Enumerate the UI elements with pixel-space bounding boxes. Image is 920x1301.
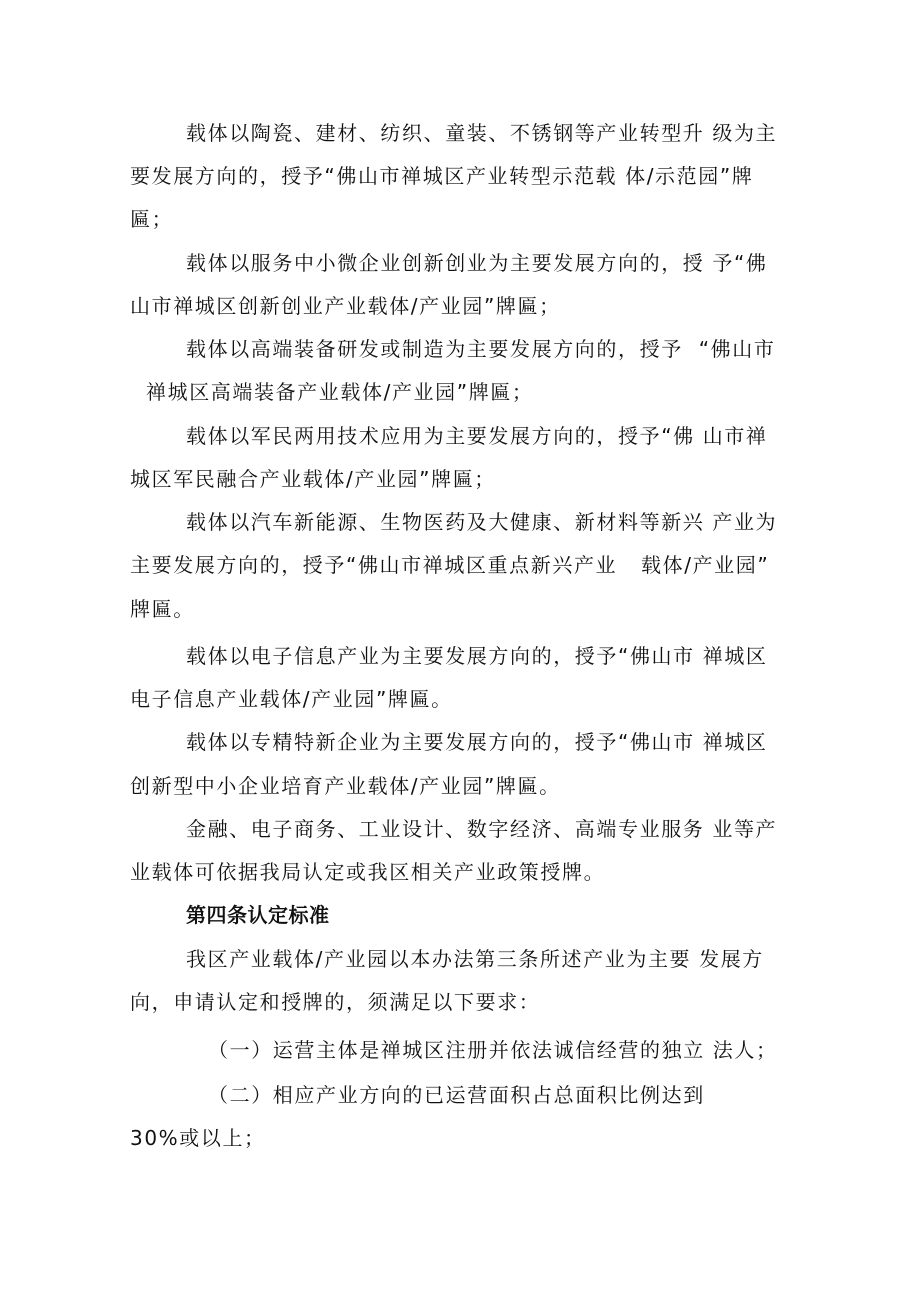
section-heading: 第四条认定标准 <box>186 903 330 927</box>
text-line: 主要发展方向的，授予“佛山市禅城区重点新兴产业 载体/产业园” <box>130 553 770 577</box>
text-line: 载体以汽车新能源、生物医药及大健康、新材料等新兴 产业为 <box>186 510 778 534</box>
text-line: 山市禅城区创新创业产业载体/产业园”牌匾； <box>130 294 561 318</box>
text-line: 电子信息产业载体/产业园”牌匾。 <box>130 687 453 711</box>
text-line: 载体以军民两用技术应用为主要发展方向的，授予“佛 山市禅 <box>186 424 768 448</box>
text-line: 载体以服务中小微企业创新创业为主要发展方向的，授 予“佛 <box>186 251 768 275</box>
list-item: （二）相应产业方向的已运营面积占总面积比例达到 <box>208 1083 705 1107</box>
text-line: 业载体可依据我局认定或我区相关产业政策授牌。 <box>130 860 606 884</box>
text-line: 创新型中小企业培育产业载体/产业园”牌匾。 <box>130 774 561 798</box>
text-line: 金融、电子商务、工业设计、数字经济、高端专业服务 业等产 <box>186 817 778 841</box>
text-line: 禅城区高端装备产业载体/产业园”牌匾； <box>146 380 534 404</box>
text-line: 载体以专精特新企业为主要发展方向的，授予“佛山市 禅城区 <box>186 730 768 754</box>
text-line: 30%或以上； <box>130 1126 266 1150</box>
text-line: 载体以陶瓷、建材、纺织、童装、不锈钢等产业转型升 级为主 <box>186 121 778 145</box>
text-line: 城区军民融合产业载体/产业园”牌匾； <box>130 467 496 491</box>
text-line: 向，申请认定和授牌的，须满足以下要求： <box>130 990 541 1014</box>
text-line: 匾； <box>130 207 174 231</box>
list-item: （一）运营主体是禅城区注册并依法诚信经营的独立 法人； <box>208 1038 778 1062</box>
text-line: 要发展方向的，授予“佛山市禅城区产业转型示范载 体/示范园”牌 <box>130 164 754 188</box>
text-line: 载体以电子信息产业为主要发展方向的，授予“佛山市 禅城区 <box>186 644 768 668</box>
text-line: 我区产业载体/产业园以本办法第三条所述产业为主要 发展方 <box>186 947 764 971</box>
text-line: 牌匾。 <box>130 597 195 621</box>
text-line: 载体以高端装备研发或制造为主要发展方向的，授予 “佛山市 <box>186 337 776 361</box>
